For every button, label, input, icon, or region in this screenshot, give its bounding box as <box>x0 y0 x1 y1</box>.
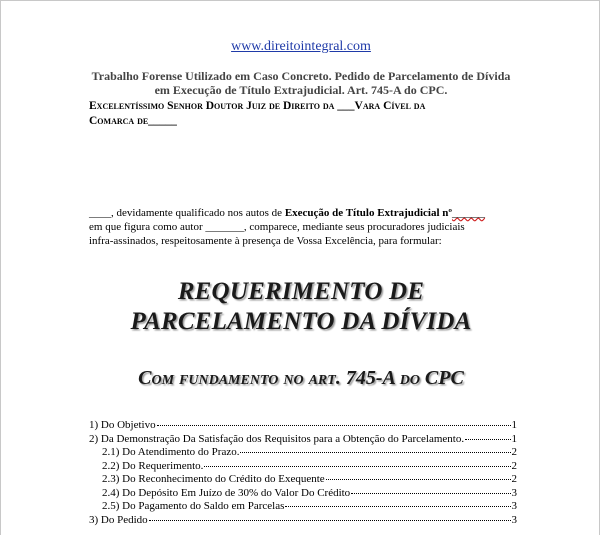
court-address <box>89 99 519 129</box>
toc-entry-page: 1 <box>511 419 517 431</box>
intro-blank: ______ <box>452 207 486 219</box>
intro-number-label: nº <box>439 207 453 219</box>
toc-entry-page: 2 <box>511 446 517 458</box>
intro-line-3: infra-assinados, respeitosamente à presença de Vossa Excelência, para formular: <box>89 235 442 247</box>
toc-entry-label: 2.2) Do Requerimento. <box>102 459 204 472</box>
toc-entry-label: 2.1) Do Atendimento do Prazo. <box>102 446 240 458</box>
toc-entry-page: 3 <box>511 513 517 526</box>
main-title-line-1: REQUERIMENTO DE <box>177 278 425 305</box>
toc-leader-dots <box>157 417 511 426</box>
toc-leader-dots <box>240 444 510 453</box>
intro-paragraph <box>89 206 517 248</box>
toc-leader-dots <box>351 485 510 494</box>
toc-entry[interactable] <box>89 514 517 528</box>
site-link[interactable]: www.direitointegral.com <box>231 39 371 54</box>
intro-bold-text: Execução de Título Extrajudicial <box>284 207 440 219</box>
toc-entry-page: 3 <box>511 486 517 499</box>
toc-entry-label: 2.3) Do Reconhecimento do Crédito do Exequente <box>102 473 325 485</box>
toc-entry-label: 1) Do Objetivo <box>89 419 156 431</box>
toc-entry-page: 2 <box>511 459 517 472</box>
main-title-line-2: PARCELAMENTO DA DÍVIDA <box>130 308 472 335</box>
table-of-contents <box>89 419 517 527</box>
toc-leader-dots <box>149 512 511 521</box>
toc-entry-page: 3 <box>511 500 517 512</box>
address-line-1: Excelentíssimo Senhor Doutor Juiz de Direito da ___Vara Cível da <box>89 100 426 112</box>
toc-entry-label: 2.5) Do Pagamento do Saldo em Parcelas <box>102 500 285 512</box>
toc-entry-label: 3) Do Pedido <box>89 513 148 526</box>
toc-leader-dots <box>465 431 510 440</box>
toc-leader-dots <box>204 458 510 467</box>
intro-line-2: em que figura como autor _______, comparece, mediante seus procuradores judiciais <box>89 221 465 233</box>
main-title <box>1 277 600 337</box>
toc-entry[interactable] <box>89 419 517 433</box>
toc-entry-label: 2.4) Do Depósito Em Juízo de 30% do Valor Do Crédito <box>102 486 351 499</box>
toc-leader-dots <box>285 498 510 507</box>
toc-entry-page: 1 <box>511 432 517 445</box>
address-line-2: Comarca de_____ <box>89 115 177 127</box>
legal-basis-heading: Com fundamento no art. 745-A do CPC <box>138 367 464 389</box>
toc-entry-page: 2 <box>511 473 517 485</box>
intro-text: ____, devidamente qualificado nos autos de <box>89 207 285 219</box>
document-subtitle <box>81 69 521 97</box>
intro-line-1 <box>89 206 517 220</box>
subtitle-line-1: Trabalho Forense Utilizado em Caso Concreto. Pedido de Parcelamento de Dívida <box>91 69 511 83</box>
toc-entry-label: 2) Da Demonstração Da Satisfação dos Requisitos para a Obtenção do Parcelamento. <box>89 432 465 445</box>
toc-leader-dots <box>326 471 511 480</box>
subtitle-line-2: em Execução de Título Extrajudicial. Art. 745-A do CPC. <box>154 83 448 97</box>
